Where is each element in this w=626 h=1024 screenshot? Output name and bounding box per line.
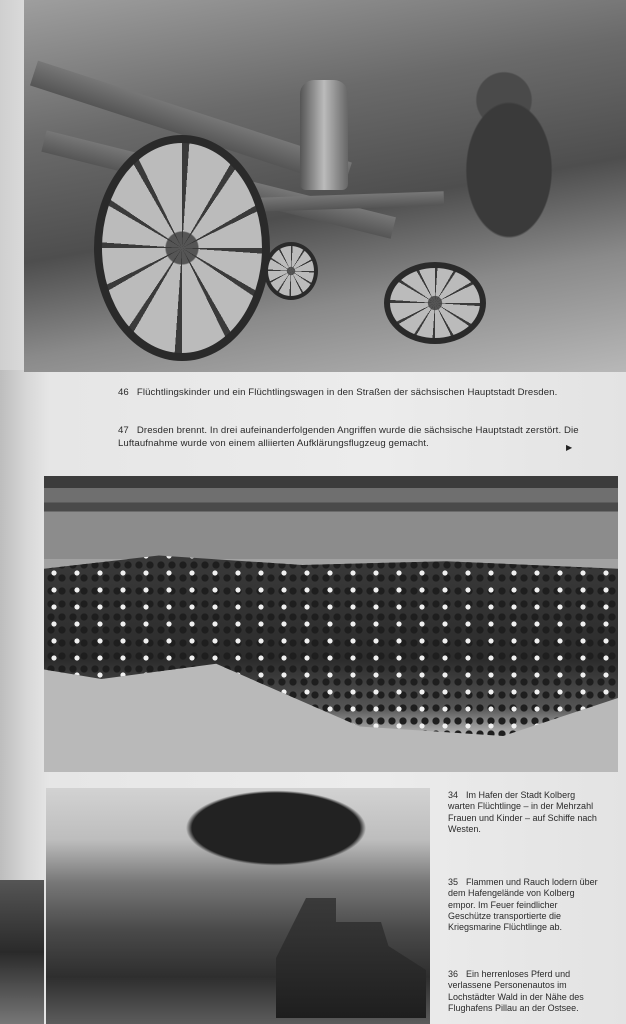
wagon-wheel-large xyxy=(94,135,270,361)
caption-number: 35 xyxy=(448,877,459,887)
caption-text: Ein herrenloses Pferd und verlassene Personenautos im Lochstädter Wald in der Nähe des Flughafens Pillau an der Ostsee. xyxy=(448,969,584,1013)
caption-36 xyxy=(448,969,598,1014)
caption-number: 36 xyxy=(448,969,459,979)
caption-number: 47 xyxy=(118,425,129,436)
caption-34 xyxy=(448,790,598,835)
caption-text: Flammen und Rauch lodern über dem Hafengelände von Kolberg empor. Im Feuer feindlicher Geschütze transportierte die Kriegsmarine Flüchtlinge ab. xyxy=(448,877,598,933)
milk-can xyxy=(300,80,348,190)
caption-text: Dresden brennt. In drei aufeinanderfolgenden Angriffen wurde die sächsische Hauptstadt zerstört. Die Luftaufnahme wurde von einem alliierten Aufklärungsflugzeug gemacht. xyxy=(118,425,579,449)
photo-harbour-fire xyxy=(46,788,430,1024)
refugee-crowd xyxy=(44,546,618,736)
wagon-wheel-distant xyxy=(264,242,318,300)
photo-harbour-crowd xyxy=(44,476,618,772)
caption-47 xyxy=(118,425,586,450)
caption-35 xyxy=(448,877,598,933)
wagon-wheel-right xyxy=(384,262,486,344)
navy-ship xyxy=(276,898,426,1018)
photo-partial-edge xyxy=(0,880,44,1024)
photo-refugee-wagon xyxy=(24,0,626,372)
caption-number: 46 xyxy=(118,387,129,398)
caption-number: 34 xyxy=(448,790,459,800)
caption-text: Im Hafen der Stadt Kolberg warten Flüchtlinge – in der Mehrzahl Frauen und Kinder – auf Schiffe nach Westen. xyxy=(448,790,597,834)
caption-46 xyxy=(118,387,586,400)
caption-text: Flüchtlingskinder und ein Flüchtlingswagen in den Straßen der sächsischen Hauptstadt Dresden. xyxy=(136,387,558,398)
continue-arrow-icon: ▶ xyxy=(566,443,573,452)
